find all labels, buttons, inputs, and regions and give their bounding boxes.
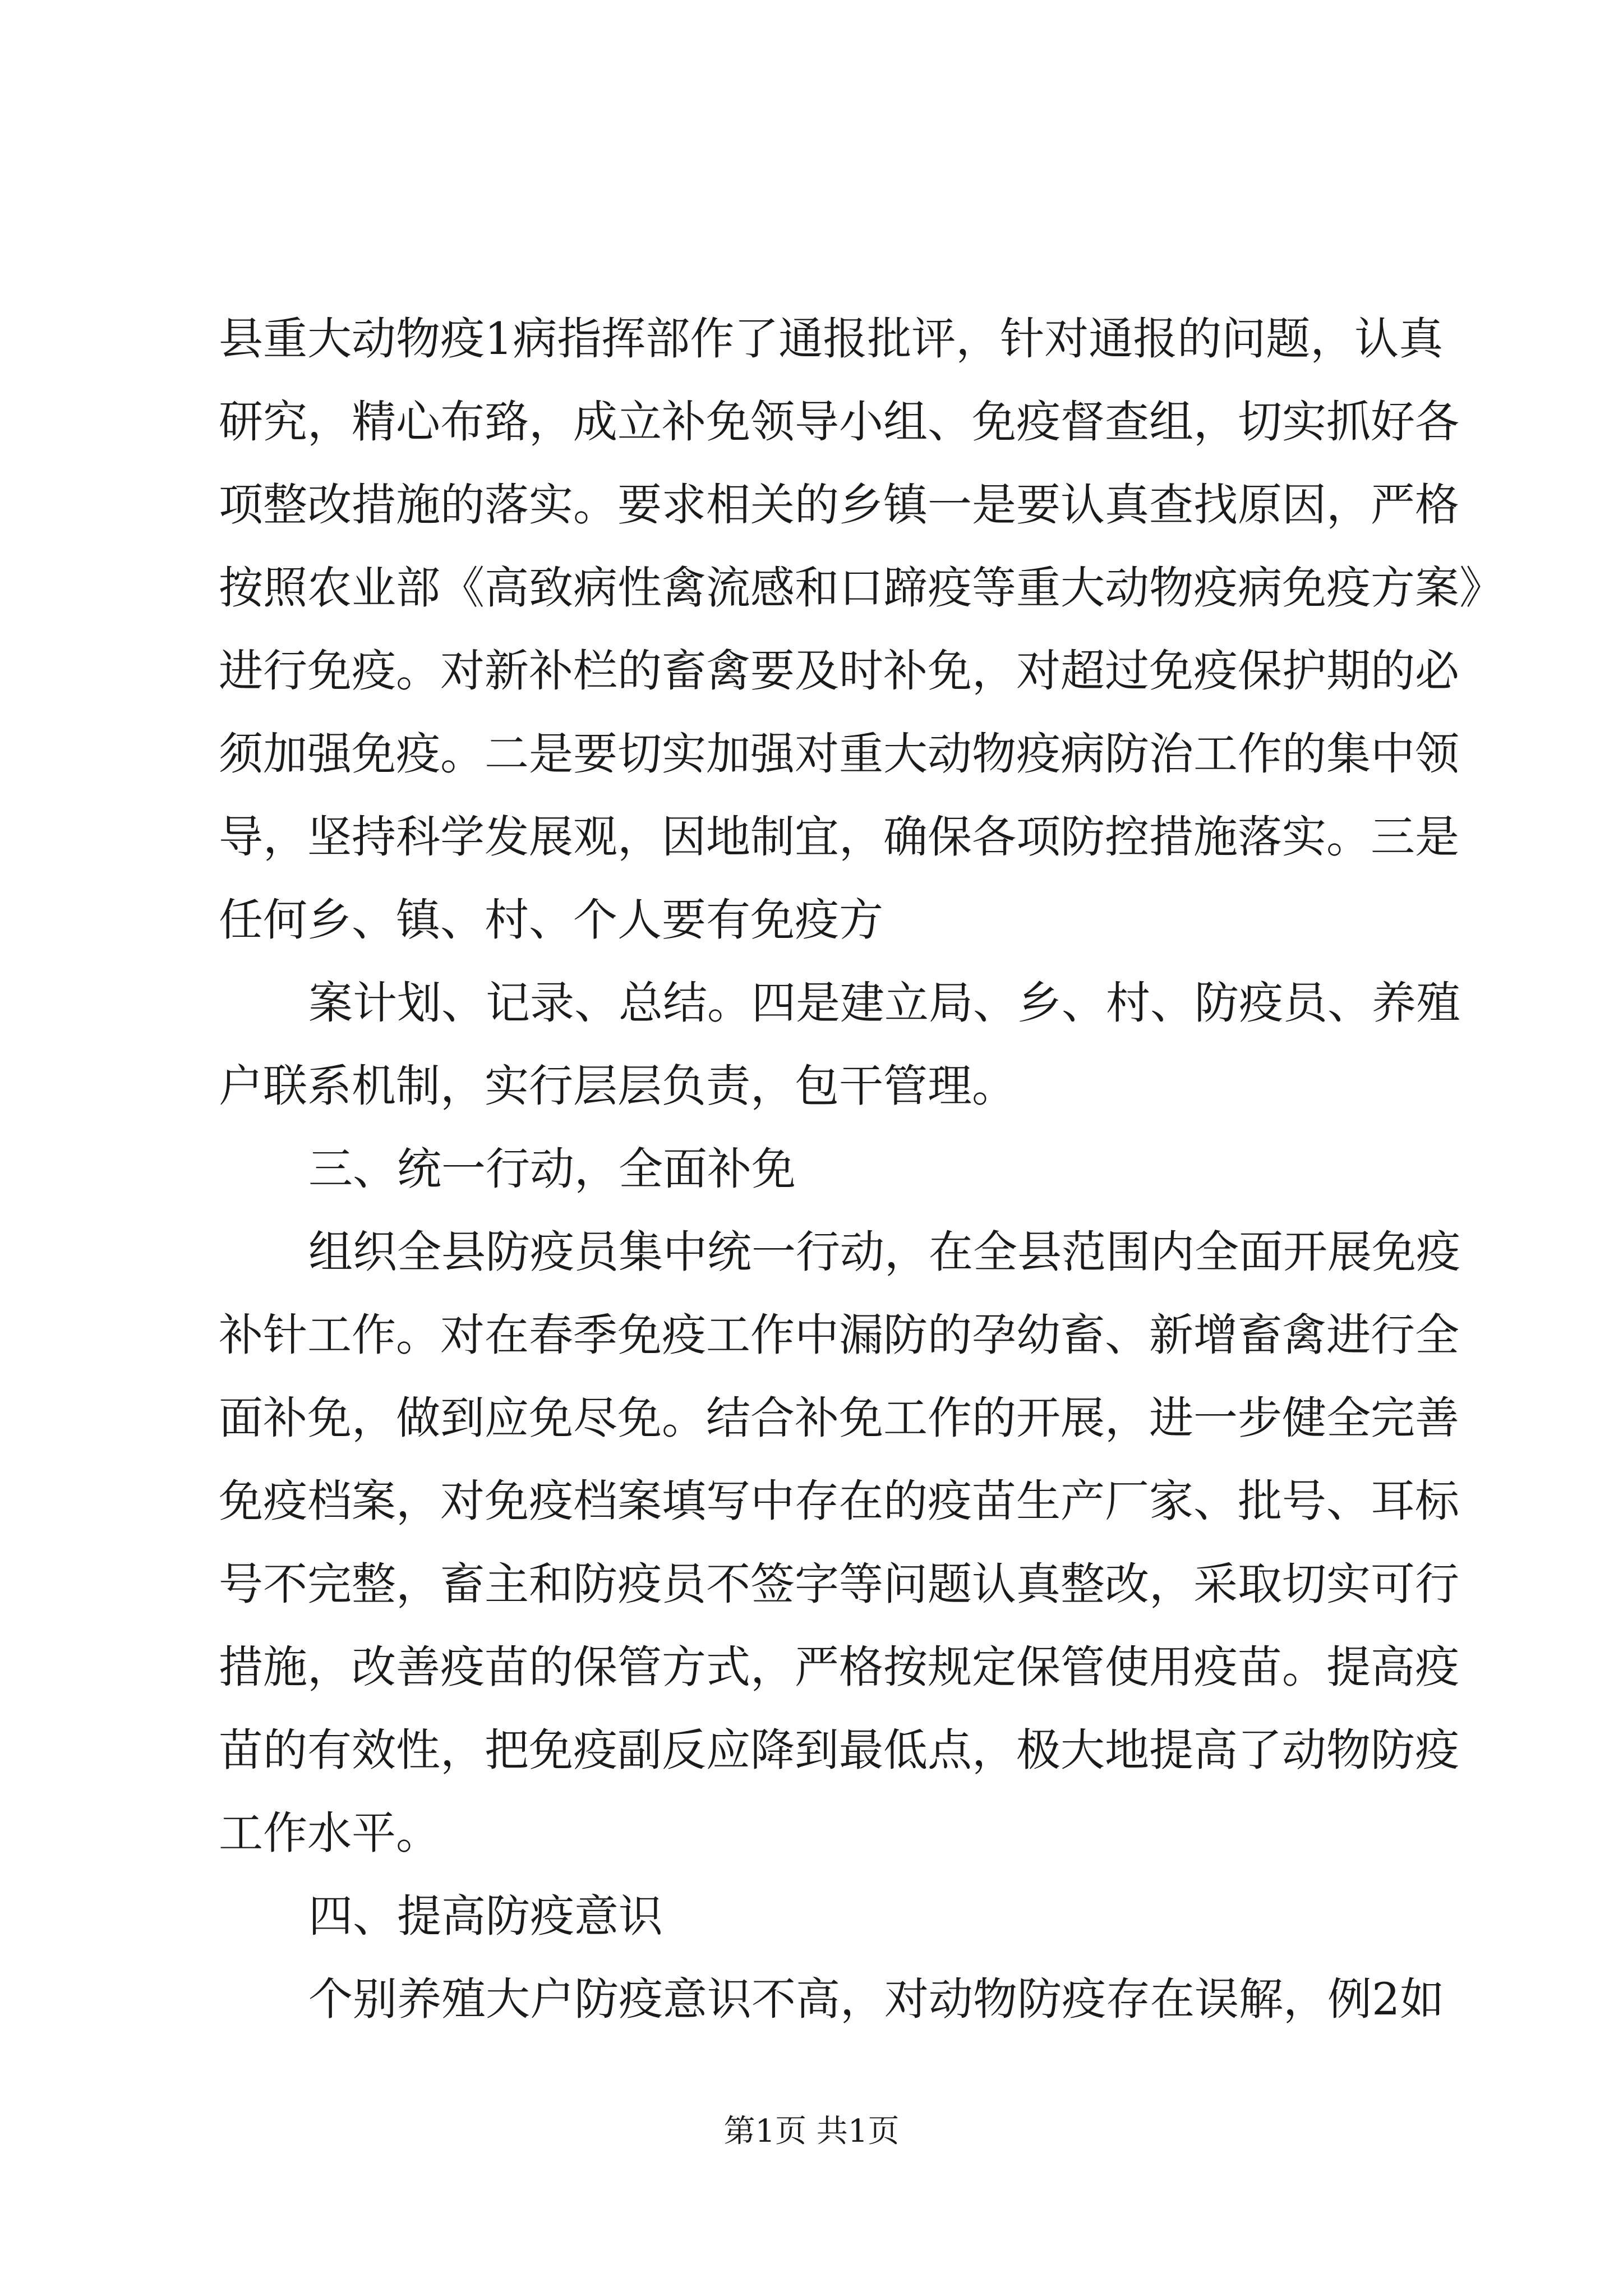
text-line: 导，坚持科学发展观，因地制宜，确保各项防控措施落实。三是 (219, 811, 1459, 863)
text-line: 进行免疫。对新补栏的畜禽要及时补免，对超过免疫保护期的必 (219, 645, 1459, 697)
text-line: 组织全县防疫员集中统一行动，在全县范围内全面开展免疫 (308, 1226, 1460, 1278)
text-line: 案计划、记录、总结。四是建立局、乡、村、防疫员、养殖 (308, 977, 1460, 1029)
text-line: 须加强免疫。二是要切实加强对重大动物疫病防治工作的集中领 (219, 728, 1459, 780)
text-line: 研究，精心布臵，成立补免领导小组、免疫督查组，切实抓好各 (219, 396, 1459, 448)
text-line: 工作水平。 (219, 1807, 440, 1859)
text-line: 县重大动物疫1病指挥部作了通报批评，针对通报的问题，认真 (219, 313, 1444, 365)
text-line: 号不完整，畜主和防疫员不签字等问题认真整改，采取切实可行 (219, 1558, 1459, 1610)
section-heading: 三、统一行动，全面补免 (308, 1143, 796, 1195)
text-line: 面补免，做到应免尽免。结合补免工作的开展，进一步健全完善 (219, 1392, 1459, 1444)
text-line: 任何乡、镇、村、个人要有免疫方 (219, 894, 883, 946)
text-line: 补针工作。对在春季免疫工作中漏防的孕幼畜、新增畜禽进行全 (219, 1309, 1459, 1361)
text-line: 户联系机制，实行层层负责，包干管理。 (219, 1060, 1016, 1112)
text-line: 措施，改善疫苗的保管方式，严格按规定保管使用疫苗。提高疫 (219, 1641, 1459, 1693)
page-footer: 第1页 共1页 (723, 2113, 900, 2150)
section-heading: 四、提高防疫意识 (308, 1890, 663, 1942)
text-line: 个别养殖大户防疫意识不高，对动物防疫存在误解，例2如 (308, 1973, 1445, 2025)
document-body (219, 297, 1504, 2041)
text-line: 免疫档案，对免疫档案填写中存在的疫苗生产厂家、批号、耳标 (219, 1475, 1459, 1527)
text-line: 按照农业部《高致病性禽流感和口蹄疫等重大动物疫病免疫方案》 (219, 562, 1504, 614)
text-line: 苗的有效性，把免疫副反应降到最低点，极大地提高了动物防疫 (219, 1724, 1459, 1776)
text-line: 项整改措施的落实。要求相关的乡镇一是要认真查找原因，严格 (219, 479, 1459, 531)
